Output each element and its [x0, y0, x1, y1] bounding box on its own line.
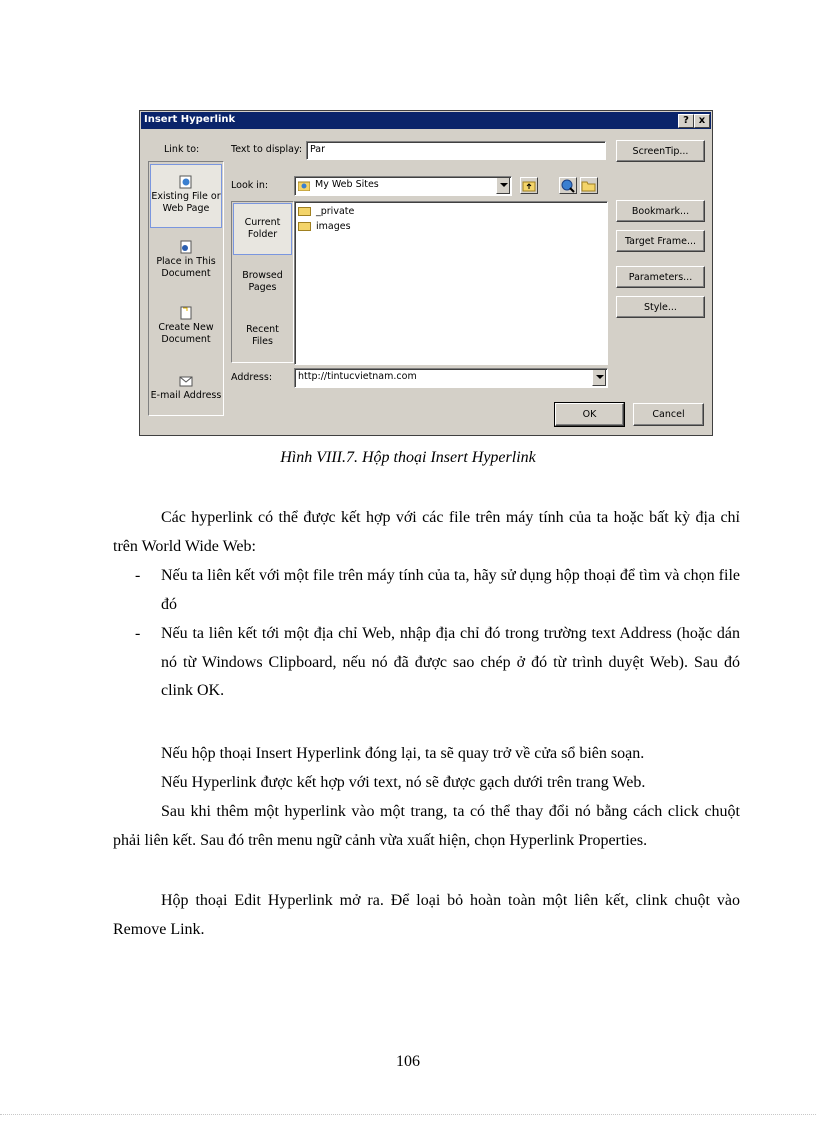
email-icon — [179, 374, 193, 388]
bookmark-button[interactable] — [616, 200, 705, 222]
link-existing-file-line2: Web Page — [162, 203, 210, 214]
cancel-button-label: Cancel — [652, 409, 685, 420]
bullet-dash: - — [135, 625, 141, 642]
document-place-icon — [179, 240, 193, 254]
help-button[interactable]: ? — [678, 114, 694, 128]
current-folder-line2: Folder — [247, 229, 278, 240]
look-in-value: My Web Sites — [315, 179, 379, 190]
bullet-item — [135, 620, 740, 706]
insert-hyperlink-dialog — [139, 110, 713, 436]
ok-button[interactable] — [555, 403, 624, 426]
folder-icon — [298, 207, 311, 216]
browse-browsed-pages[interactable] — [233, 266, 292, 310]
browsed-pages-line2: Pages — [248, 282, 277, 293]
file-name: images — [316, 221, 351, 232]
style-button-label: Style... — [644, 302, 677, 313]
link-place-line2: Document — [161, 268, 211, 279]
target-frame-button[interactable] — [616, 230, 705, 252]
bullet-item — [135, 562, 740, 619]
recent-files-line1: Recent — [246, 324, 279, 335]
up-folder-icon — [521, 178, 537, 193]
figure-caption: Hình VIII.7. Hộp thoại Insert Hyperlink — [280, 449, 536, 466]
text-to-display-value: Par — [310, 144, 326, 155]
link-existing-file-line1: Existing File or — [151, 191, 221, 202]
ok-button-label: OK — [582, 409, 597, 420]
web-folder-icon — [298, 180, 310, 191]
browse-web-icon — [560, 178, 576, 193]
address-value: http://tintucvietnam.com — [298, 371, 417, 382]
browsed-pages-line1: Browsed — [242, 270, 283, 281]
web-page-icon — [179, 175, 193, 189]
link-existing-file[interactable] — [150, 164, 222, 228]
link-email-line1: E-mail Address — [150, 390, 222, 401]
address-input[interactable] — [294, 368, 608, 388]
file-list[interactable] — [294, 201, 608, 365]
target-frame-button-label: Target Frame... — [624, 236, 697, 247]
screentip-button[interactable] — [616, 140, 705, 162]
parameters-button[interactable] — [616, 266, 705, 288]
current-folder-line1: Current — [244, 217, 281, 228]
style-button[interactable] — [616, 296, 705, 318]
look-in-label: Look in: — [231, 180, 269, 191]
screentip-button-label: ScreenTip... — [632, 146, 689, 157]
paragraph: Nếu Hyperlink được kết hợp với text, nó sẽ được gạch dưới trên trang Web. — [161, 774, 646, 791]
paragraph: Nếu hộp thoại Insert Hyperlink đóng lại, ta sẽ quay trở về cửa sổ biên soạn. — [161, 745, 645, 762]
intro-paragraph: Các hyperlink có thể được kết hợp với các file trên máy tính của ta hoặc bất kỳ địa chỉ trên World Wide Web: — [113, 509, 740, 555]
browse-recent-files[interactable] — [233, 320, 292, 364]
link-to-bar — [148, 161, 224, 416]
bullet-dash: - — [135, 567, 141, 584]
new-document-icon — [179, 306, 193, 320]
link-place-in-document[interactable] — [150, 236, 222, 296]
folder-icon — [298, 222, 311, 231]
browse-current-folder[interactable] — [233, 203, 292, 255]
cancel-button[interactable] — [633, 403, 704, 426]
link-create-line1: Create New — [158, 322, 214, 333]
link-create-new-document[interactable] — [150, 302, 222, 362]
browse-file-button[interactable] — [580, 177, 598, 194]
link-email-address[interactable] — [150, 370, 222, 414]
dialog-titlebar — [141, 112, 711, 129]
paragraph: Sau khi thêm một hyperlink vào một trang, ta có thể thay đổi nó bằng cách click chuột phải liên kết. Sau đó trên menu ngữ cảnh vừa xuất hiện, chọn Hyperlink Properties. — [113, 803, 740, 849]
list-item[interactable] — [298, 220, 448, 234]
up-folder-button[interactable] — [520, 177, 538, 194]
bookmark-button-label: Bookmark... — [631, 206, 690, 217]
dialog-title: Insert Hyperlink — [144, 114, 236, 125]
address-label: Address: — [231, 372, 273, 383]
list-item[interactable] — [298, 205, 448, 219]
page-number: 106 — [396, 1053, 420, 1070]
link-to-label: Link to: — [164, 144, 200, 155]
page-divider — [0, 1114, 816, 1115]
parameters-button-label: Parameters... — [628, 272, 693, 283]
link-place-line1: Place in This — [156, 256, 216, 267]
open-folder-icon — [581, 178, 597, 193]
close-button[interactable]: x — [694, 114, 710, 128]
browse-web-button[interactable] — [559, 177, 577, 194]
look-in-dropdown-arrow[interactable] — [496, 178, 510, 194]
look-in-dropdown[interactable] — [294, 176, 512, 196]
text-to-display-label: Text to display: — [231, 144, 303, 155]
paragraph: Hộp thoại Edit Hyperlink mở ra. Để loại bỏ hoàn toàn một liên kết, clink chuột vào Remove Link. — [113, 892, 740, 938]
text-to-display-input[interactable] — [306, 141, 606, 160]
file-name: _private — [316, 206, 355, 217]
link-create-line2: Document — [161, 334, 211, 345]
recent-files-line2: Files — [252, 336, 273, 347]
browse-places-bar — [231, 201, 294, 363]
bullet-text: Nếu ta liên kết tới một địa chỉ Web, nhập địa chỉ đó trong trường text Address (hoặc dán nó từ Windows Clipboard, nếu nó đã được sao chép ở đó từ trình duyệt Web). Sau đó clink OK. — [161, 625, 740, 699]
address-dropdown-arrow[interactable] — [592, 370, 606, 386]
bullet-text: Nếu ta liên kết với một file trên máy tính của ta, hãy sử dụng hộp thoại để tìm và chọn file đó — [161, 567, 740, 613]
